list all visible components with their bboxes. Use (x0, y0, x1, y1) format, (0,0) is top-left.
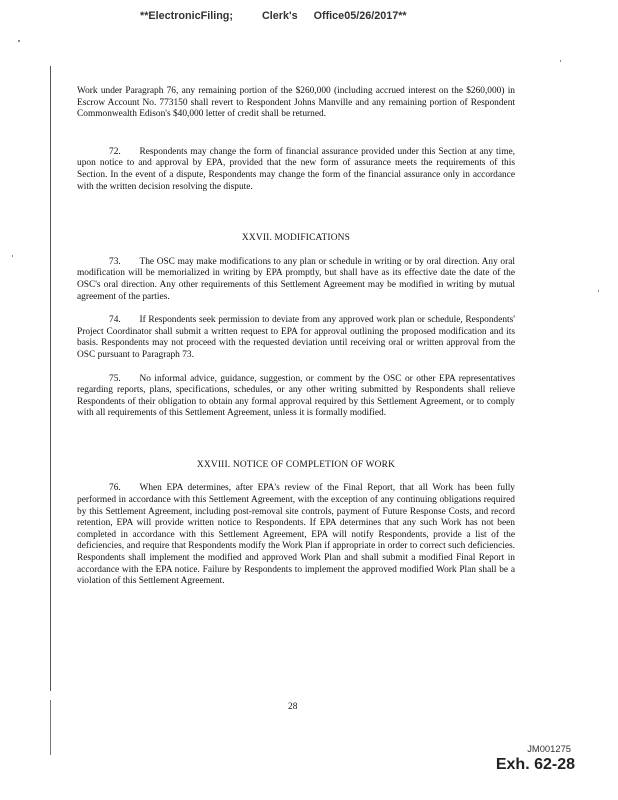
scan-speck (560, 60, 561, 62)
scan-margin-line-lower (50, 700, 51, 755)
paragraph-74: 74. If Respondents seek permission to deviate from any approved work plan or schedule, Respondents' Project Coordinator shall submit a written request to EPA for approval outlining the proposed modification and its basis. Respondents may not proceed with the requested deviation until receiving oral or written approval from the OSC pursuant to Paragraph 73. (77, 315, 515, 360)
paragraph-continuation: Work under Paragraph 76, any remaining portion of the $260,000 (including accrued interest on the $260,000) in Escrow Account No. 773150 shall revert to Respondent Johns Manville and any remaining portion of Respondent Commonwealth Edison's $40,000 letter of credit shall be returned. (77, 86, 515, 120)
clerks-label: Clerk's (262, 10, 298, 22)
document-body (77, 86, 515, 600)
paragraph-75: 75. No informal advice, guidance, suggestion, or comment by the OSC or other EPA representatives regarding reports, plans, specifications, schedules, or any other writing submitted by Respondents shall relieve Respondents of their obligation to obtain any formal approval required by this Settlement Agreement, or to comply with all requirements of this Settlement Agreement, unless it is formally modified. (77, 373, 515, 419)
scan-speck (12, 255, 13, 257)
section-heading-modifications: XXVII. MODIFICATIONS (241, 233, 351, 244)
section-heading-notice-of-completion: XXVIII. NOTICE OF COMPLETION OF WORK (196, 459, 396, 470)
exhibit-label: Exh. 62-28 (495, 756, 575, 773)
electronic-filing-label: **ElectronicFiling; (140, 10, 233, 22)
paragraph-72: 72. Respondents may change the form of financial assurance provided under this Section at any time, upon notice to and approval by EPA, provided that the new form of assurance meets the requirements of this Section. In the event of a dispute, Respondents may change the form of the financial assurance only in accordance with the written decision resolving the dispute. (77, 146, 515, 192)
scan-margin-line (50, 66, 51, 691)
electronic-filing-stamp (140, 10, 440, 22)
page-number: 28 (288, 702, 298, 712)
scan-speck (18, 40, 20, 42)
office-date-label: Office05/26/2017** (313, 10, 407, 22)
paragraph-73: 73. The OSC may make modifications to any plan or schedule in writing or by oral direction. Any oral modification will be memorialized in writing by EPA promptly, but shall have as its effective date the date of the OSC's oral direction. Any other requirements of this Settlement Agreement may be modified in writing by mutual agreement of the parties. (77, 256, 515, 302)
paragraph-76: 76. When EPA determines, after EPA's review of the Final Report, that all Work has been fully performed in accordance with this Settlement Agreement, with the exception of any continuing obligations required by this Settlement Agreement, including post-removal site controls, payment of Future Response Costs, and record retention, EPA will provide written notice to Respondents. If EPA determines that any such Work has not been completed in accordance with this Settlement Agreement, EPA will notify Respondents, provide a list of the deficiencies, and require that Respondents modify the Work Plan if appropriate in order to correct such deficiencies. Respondents shall implement the modified and approved Work Plan and shall submit a modified Final Report in accordance with the EPA notice. Failure by Respondents to implement the approved modified Work Plan shall be a violation of this Settlement Agreement. (77, 483, 515, 587)
scan-speck (598, 290, 599, 292)
bates-number: JM001275 (527, 743, 571, 754)
